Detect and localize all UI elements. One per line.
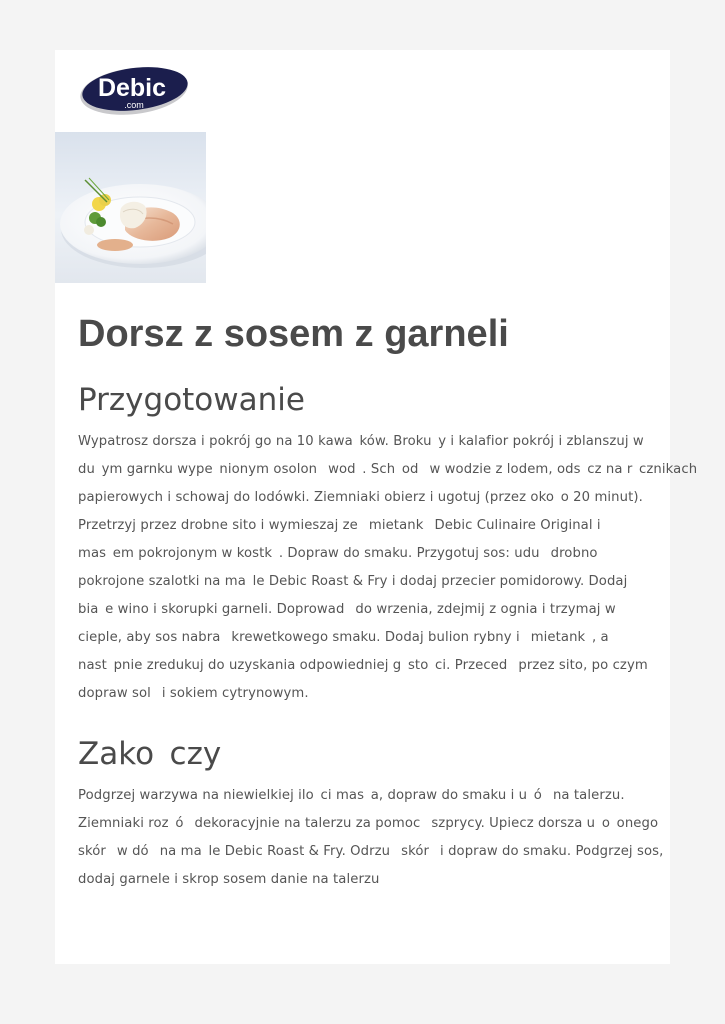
preparation-text	[78, 428, 697, 708]
preparation-line: cieple, aby sos nabra krewetkowego smaku. Dodaj bulion rybny i mietank , a	[78, 630, 609, 645]
preparation-line: mas em pokrojonym w kostk . Dopraw do smaku. Przygotuj sos: udu drobno	[78, 546, 598, 561]
finish-line: skór w dó na ma le Debic Roast & Fry. Odrzu skór i dopraw do smaku. Podgrzej sos,	[78, 844, 664, 859]
preparation-line: Wypatrosz dorsza i pokrój go na 10 kawa ków. Broku y i kalafior pokrój i zblanszuj w	[78, 434, 644, 449]
section-heading-finish: Zako czy	[78, 736, 237, 772]
finish-line: dodaj garnele i skrop sosem danie na talerzu	[78, 872, 380, 887]
preparation-line: du ym garnku wype nionym osolon wod . Sch od w wodzie z lodem, ods cz na r cznikach	[78, 462, 698, 477]
dish-photo	[55, 132, 206, 283]
finish-line: Ziemniaki roz ó dekoracyjnie na talerzu za pomoc szprycy. Upiecz dorsza u o onego	[78, 816, 659, 831]
preparation-line: Przetrzyj przez drobne sito i wymieszaj ze mietank Debic Culinaire Original i	[78, 518, 601, 533]
section-heading-preparation: Przygotowanie	[78, 382, 305, 418]
recipe-title: Dorsz z sosem z garneli	[78, 313, 509, 355]
logo-domain: .com	[124, 100, 144, 110]
preparation-line: pokrojone szalotki na ma le Debic Roast & Fry i dodaj przecier pomidorowy. Dodaj	[78, 574, 628, 589]
logo-wordmark: Debic	[97, 74, 167, 102]
preparation-line: nast pnie zredukuj do uzyskania odpowiedniej g sto ci. Przeced przez sito, po czym	[78, 658, 648, 673]
preparation-line: bia e wino i skorupki garneli. Doprowad do wrzenia, zdejmij z ognia i trzymaj w	[78, 602, 616, 617]
preparation-line: papierowych i schowaj do lodówki. Ziemniaki obierz i ugotuj (przez oko o 20 minut).	[78, 490, 643, 505]
recipe-page	[55, 50, 698, 964]
debic-logo[interactable]	[77, 65, 189, 117]
preparation-line: dopraw sol i sokiem cytrynowym.	[78, 686, 309, 701]
finish-line: Podgrzej warzywa na niewielkiej ilo ci mas a, dopraw do smaku i u ó na talerzu.	[78, 788, 625, 803]
finish-text	[78, 782, 663, 894]
